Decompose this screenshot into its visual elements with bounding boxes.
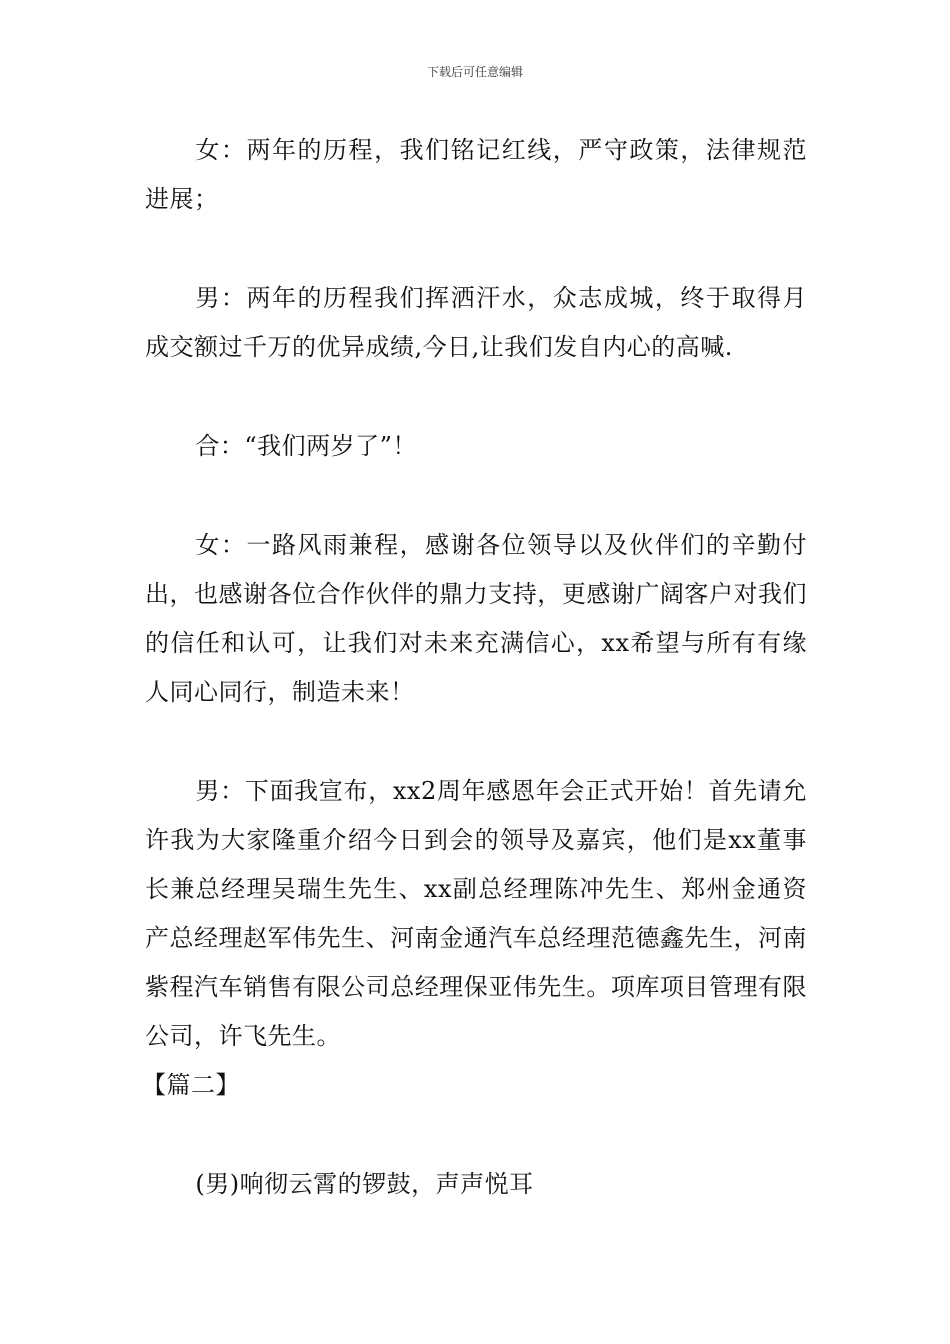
paragraph-female-2: 女：一路风雨兼程，感谢各位领导以及伙伴们的辛勤付出，也感谢各位合作伙伴的鼎力支持，更感谢广阔客户对我们的信任和认可，让我们对未来充满信心，xx希望与所有有缘人同心同行，制造未来！ (145, 531, 807, 706)
page-header: 下载后可任意编辑 (426, 65, 523, 79)
paragraph-gap (145, 1110, 807, 1160)
paragraph-male-1: 男：两年的历程我们挥洒汗水，众志成城，终于取得月成交额过千万的优异成绩,今日,让我们发自内心的高喊. (145, 284, 807, 361)
paragraph-male-2: 男：下面我宣布，xx2周年感恩年会正式开始！首先请允许我为大家隆重介绍今日到会的领导及嘉宾，他们是xx董事长兼总经理吴瑞生先生、xx副总经理陈冲先生、郑州金通资产总经理赵军伟先生、河南金通汽车总经理范德鑫先生，河南紫程汽车销售有限公司总经理保亚伟先生。项库项目管理有限公司，许飞先生。 (145, 777, 807, 1050)
section-title: 【篇二】 (142, 1071, 240, 1099)
paragraph-section-2-male: (男)响彻云霄的锣鼓，声声悦耳 (195, 1170, 534, 1198)
document-body (142, 126, 807, 1209)
paragraph-gap (145, 717, 807, 767)
paragraph-gap (145, 372, 807, 422)
paragraph-gap (145, 224, 807, 274)
paragraph-female-1: 女：两年的历程，我们铭记红线，严守政策，法律规范进展； (145, 136, 807, 213)
paragraph-gap (145, 471, 807, 521)
paragraph-together: 合：“我们两岁了”！ (195, 432, 417, 460)
